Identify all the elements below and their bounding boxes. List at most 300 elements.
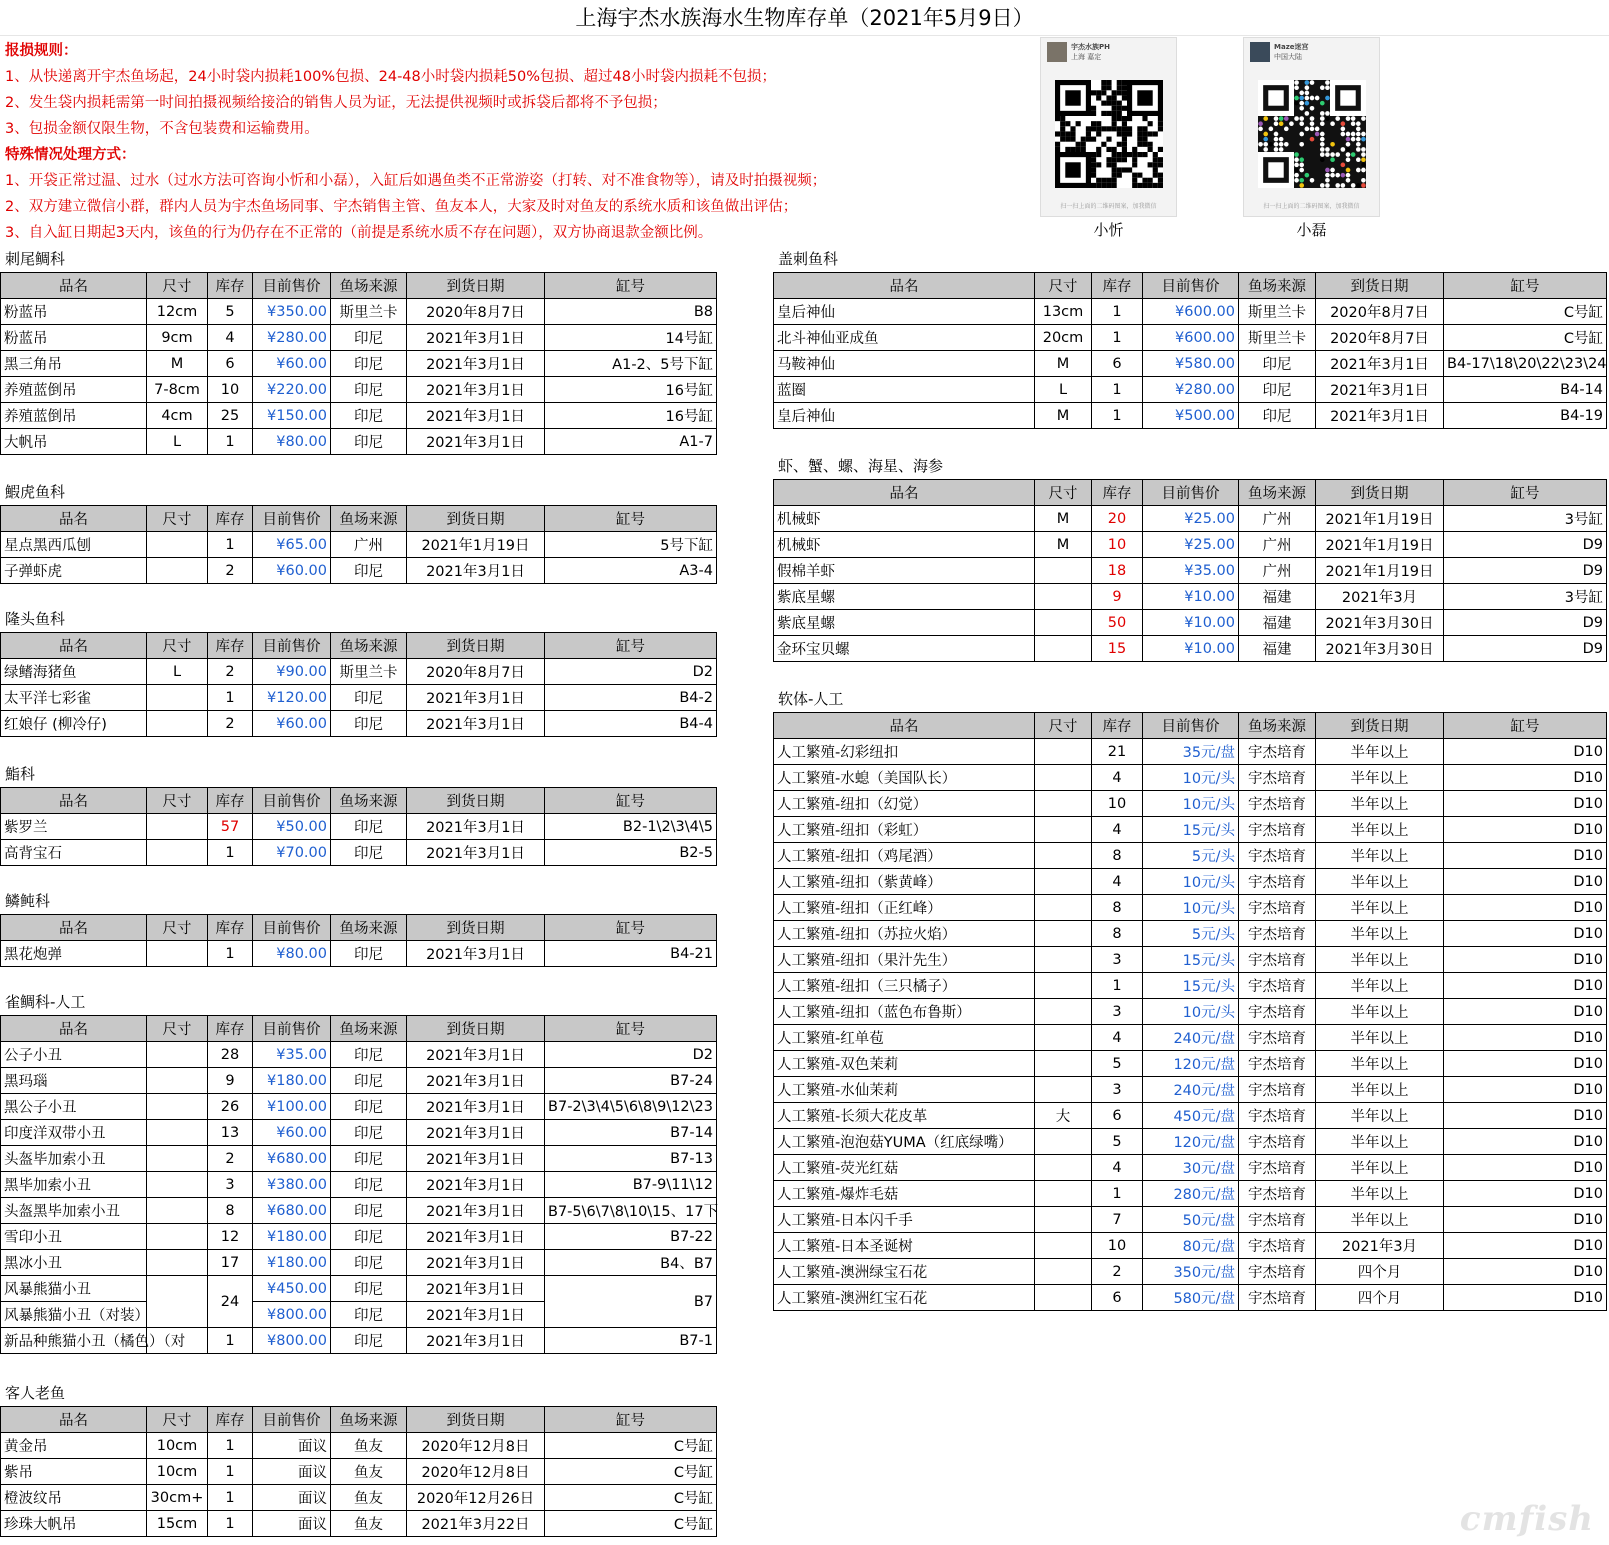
item-name: 人工繁殖-长须大花皮革	[774, 1103, 1035, 1129]
arrival-date: 2021年3月1日	[407, 1042, 545, 1068]
rules-heading: 特殊情况处理方式：	[5, 147, 136, 163]
tank-number: 16号缸	[545, 403, 717, 429]
table-row	[1, 1120, 717, 1146]
column-header: 品名	[1, 506, 147, 532]
tank-number: D10	[1444, 1259, 1607, 1285]
tank-number: B7-13	[545, 1146, 717, 1172]
category-title: 鮨科	[5, 765, 36, 783]
column-header: 鱼场来源	[1239, 713, 1316, 739]
arrival-date: 2021年3月1日	[407, 1328, 545, 1354]
item-size	[147, 814, 208, 840]
column-header: 库存	[208, 1016, 253, 1042]
column-header: 库存	[208, 506, 253, 532]
table-header	[1, 915, 717, 941]
item-name: 人工繁殖-纽扣（蓝色布鲁斯）	[774, 999, 1035, 1025]
item-name: 黄金吊	[1, 1433, 147, 1459]
item-size	[1035, 973, 1092, 999]
item-source: 印尼	[331, 1328, 407, 1354]
column-header: 品名	[1, 788, 147, 814]
column-header: 目前售价	[253, 788, 331, 814]
item-stock: 1	[1092, 403, 1143, 429]
item-source: 鱼友	[331, 1459, 407, 1485]
item-stock: 6	[1092, 1285, 1143, 1311]
item-size	[147, 711, 208, 737]
item-name: 人工繁殖-纽扣（果汁先生）	[774, 947, 1035, 973]
item-stock: 12	[208, 1224, 253, 1250]
tank-number: D10	[1444, 1129, 1607, 1155]
item-name: 雪印小丑	[1, 1224, 147, 1250]
item-price: ¥60.00	[253, 711, 331, 737]
table-row	[1, 1146, 717, 1172]
table-row	[774, 325, 1607, 351]
item-source: 印尼	[331, 1276, 407, 1302]
item-price: ¥680.00	[253, 1198, 331, 1224]
arrival-date: 半年以上	[1316, 869, 1444, 895]
item-price: ¥35.00	[253, 1042, 331, 1068]
item-price: ¥220.00	[253, 377, 331, 403]
arrival-date: 半年以上	[1316, 1155, 1444, 1181]
qr-card-xiaoxin	[1040, 37, 1177, 217]
tank-number: B7-24	[545, 1068, 717, 1094]
item-size	[1035, 1259, 1092, 1285]
arrival-date: 2020年8月7日	[407, 299, 545, 325]
rules-line: 1、开袋正常过温、过水（过水方法可咨询小忻和小磊），入缸后如遇鱼类不正常游姿（打转、对不准食物等），请及时拍摄视频；	[5, 173, 827, 189]
item-name: 黑公子小丑	[1, 1094, 147, 1120]
arrival-date: 半年以上	[1316, 1129, 1444, 1155]
item-source: 印尼	[331, 840, 407, 866]
arrival-date: 2021年3月1日	[1316, 403, 1444, 429]
item-price: ¥500.00	[1143, 403, 1239, 429]
arrival-date: 2020年12月8日	[407, 1459, 545, 1485]
column-header: 尺寸	[147, 273, 208, 299]
item-source: 宇杰培育	[1239, 1155, 1316, 1181]
item-source: 印尼	[331, 377, 407, 403]
item-size	[147, 1120, 208, 1146]
item-stock: 4	[1092, 1025, 1143, 1051]
arrival-date: 2020年12月26日	[407, 1485, 545, 1511]
column-header: 缸号	[1444, 713, 1607, 739]
arrival-date: 2021年3月1日	[407, 1068, 545, 1094]
column-header: 库存	[1092, 713, 1143, 739]
item-name: 太平洋七彩雀	[1, 685, 147, 711]
tank-number: D10	[1444, 973, 1607, 999]
column-header: 库存	[208, 633, 253, 659]
column-header: 鱼场来源	[331, 273, 407, 299]
column-header: 到货日期	[407, 273, 545, 299]
item-stock: 1	[208, 1511, 253, 1537]
left-column	[0, 246, 717, 1537]
tank-number: 3号缸	[1444, 584, 1607, 610]
column-header: 库存	[208, 273, 253, 299]
item-stock: 2	[208, 1146, 253, 1172]
table-row	[1, 1485, 717, 1511]
rules-heading: 报损规则：	[5, 43, 78, 59]
inventory-table	[0, 272, 717, 455]
tank-number: D10	[1444, 739, 1607, 765]
column-header: 鱼场来源	[331, 506, 407, 532]
item-name: 人工繁殖-纽扣（苏拉火焰）	[774, 921, 1035, 947]
arrival-date: 半年以上	[1316, 1207, 1444, 1233]
table-row	[774, 1207, 1607, 1233]
item-price: 10元/头	[1143, 999, 1239, 1025]
column-header: 鱼场来源	[331, 915, 407, 941]
item-price: ¥10.00	[1143, 636, 1239, 662]
item-name: 皇后神仙	[774, 403, 1035, 429]
item-source: 宇杰培育	[1239, 843, 1316, 869]
column-header: 目前售价	[253, 506, 331, 532]
item-price: 280元/盘	[1143, 1181, 1239, 1207]
arrival-date: 四个月	[1316, 1285, 1444, 1311]
arrival-date: 2021年3月1日	[407, 814, 545, 840]
table-row	[1, 1068, 717, 1094]
item-size: 20cm	[1035, 325, 1092, 351]
tank-number: D10	[1444, 817, 1607, 843]
table-row	[1, 941, 717, 967]
table-row	[1, 377, 717, 403]
qr-name: 宇杰水族PH	[1071, 43, 1110, 51]
item-name: 人工繁殖-日本圣诞树	[774, 1233, 1035, 1259]
item-source: 印尼	[331, 1146, 407, 1172]
item-price: 50元/盘	[1143, 1207, 1239, 1233]
table-header	[1, 1016, 717, 1042]
table-row	[774, 506, 1607, 532]
item-size	[1035, 1025, 1092, 1051]
item-stock: 4	[1092, 1155, 1143, 1181]
item-size	[147, 1172, 208, 1198]
item-price: ¥180.00	[253, 1250, 331, 1276]
item-stock: 28	[208, 1042, 253, 1068]
item-source: 印尼	[331, 711, 407, 737]
table-row	[1, 403, 717, 429]
category-section	[0, 888, 717, 989]
item-name: 风暴熊猫小丑（对装）	[1, 1302, 147, 1328]
item-name: 人工繁殖-双色茉莉	[774, 1051, 1035, 1077]
category-section	[773, 246, 1607, 453]
item-price: ¥10.00	[1143, 610, 1239, 636]
tank-number: D10	[1444, 1103, 1607, 1129]
inventory-table	[0, 1015, 717, 1354]
qr-foot: 扫一扫上面的二维码图案，加我微信	[1060, 203, 1157, 210]
tank-number: B7-22	[545, 1224, 717, 1250]
item-price: ¥800.00	[253, 1302, 331, 1328]
table-header	[774, 273, 1607, 299]
item-name: 黑花炮弹	[1, 941, 147, 967]
arrival-date: 2021年3月1日	[407, 1198, 545, 1224]
item-name: 紫底星螺	[774, 584, 1035, 610]
item-name: 马鞍神仙	[774, 351, 1035, 377]
tank-number: D9	[1444, 636, 1607, 662]
item-name: 人工繁殖-澳洲绿宝石花	[774, 1259, 1035, 1285]
item-price: ¥600.00	[1143, 299, 1239, 325]
item-size	[147, 941, 208, 967]
item-stock: 1	[1092, 377, 1143, 403]
item-size	[1035, 843, 1092, 869]
qr-caption: 小磊	[1296, 221, 1327, 239]
item-size	[1035, 1207, 1092, 1233]
column-header: 库存	[1092, 480, 1143, 506]
table-row	[1, 1198, 717, 1224]
arrival-date: 半年以上	[1316, 1025, 1444, 1051]
table-row	[774, 765, 1607, 791]
tank-number: D10	[1444, 1051, 1607, 1077]
item-price: ¥600.00	[1143, 325, 1239, 351]
tank-number: D10	[1444, 869, 1607, 895]
tank-number: 3号缸	[1444, 506, 1607, 532]
table-header	[774, 713, 1607, 739]
tank-number: B8	[545, 299, 717, 325]
arrival-date: 半年以上	[1316, 973, 1444, 999]
item-source: 宇杰培育	[1239, 895, 1316, 921]
item-size	[1035, 895, 1092, 921]
item-name: 人工繁殖-幻彩纽扣	[774, 739, 1035, 765]
item-source: 宇杰培育	[1239, 1103, 1316, 1129]
column-header: 品名	[1, 915, 147, 941]
table-row	[774, 403, 1607, 429]
item-stock: 1	[208, 1328, 253, 1354]
tank-number: D10	[1444, 843, 1607, 869]
avatar	[1250, 42, 1270, 62]
arrival-date: 2021年3月1日	[407, 325, 545, 351]
item-name: 人工繁殖-纽扣（鸡尾酒）	[774, 843, 1035, 869]
item-price: ¥60.00	[253, 351, 331, 377]
tank-number: D10	[1444, 895, 1607, 921]
tank-number: C号缸	[545, 1511, 717, 1537]
item-source: 印尼	[331, 941, 407, 967]
table-row	[774, 1285, 1607, 1311]
tank-number: B7-14	[545, 1120, 717, 1146]
column-header: 到货日期	[407, 915, 545, 941]
item-size	[1035, 869, 1092, 895]
column-header: 缸号	[545, 506, 717, 532]
item-stock: 1	[208, 1459, 253, 1485]
item-size: 4cm	[147, 403, 208, 429]
item-stock: 2	[208, 659, 253, 685]
table-row	[774, 1103, 1607, 1129]
item-size	[1035, 817, 1092, 843]
item-price: 10元/头	[1143, 791, 1239, 817]
arrival-date: 2020年8月7日	[407, 659, 545, 685]
item-price: ¥280.00	[253, 325, 331, 351]
column-header: 鱼场来源	[331, 633, 407, 659]
item-name: 新品种熊猫小丑（橘色）（对	[1, 1328, 147, 1354]
item-price: ¥50.00	[253, 814, 331, 840]
item-source: 印尼	[1239, 377, 1316, 403]
item-stock: 10	[1092, 1233, 1143, 1259]
item-source: 印尼	[331, 1042, 407, 1068]
table-header	[1, 273, 717, 299]
column-header: 库存	[208, 1407, 253, 1433]
item-size	[147, 840, 208, 866]
column-header: 到货日期	[407, 633, 545, 659]
item-stock: 1	[1092, 299, 1143, 325]
arrival-date: 2021年3月1日	[407, 1250, 545, 1276]
arrival-date: 2020年12月8日	[407, 1433, 545, 1459]
item-stock: 2	[208, 558, 253, 584]
arrival-date: 2021年3月1日	[407, 558, 545, 584]
tank-number: C号缸	[545, 1459, 717, 1485]
table-row	[1, 1511, 717, 1537]
category-title: 鳞鲀科	[5, 892, 51, 910]
table-row	[774, 791, 1607, 817]
column-header: 缸号	[545, 915, 717, 941]
item-source: 广州	[1239, 558, 1316, 584]
item-stock: 8	[208, 1198, 253, 1224]
item-stock: 4	[208, 325, 253, 351]
item-size	[147, 685, 208, 711]
column-header: 尺寸	[147, 1407, 208, 1433]
table-row	[1, 299, 717, 325]
arrival-date: 2021年3月1日	[407, 403, 545, 429]
column-header: 鱼场来源	[1239, 480, 1316, 506]
tank-number: B7-9\11\12	[545, 1172, 717, 1198]
table-row	[774, 895, 1607, 921]
item-size	[1035, 791, 1092, 817]
column-header: 品名	[1, 1407, 147, 1433]
item-size	[147, 558, 208, 584]
table-row	[774, 1129, 1607, 1155]
tank-number: D10	[1444, 1181, 1607, 1207]
item-name: 绿鳍海猪鱼	[1, 659, 147, 685]
table-row	[1, 429, 717, 455]
category-section	[0, 989, 717, 1380]
arrival-date: 2021年3月1日	[1316, 351, 1444, 377]
item-source: 广州	[1239, 506, 1316, 532]
table-row	[774, 1233, 1607, 1259]
item-size: 10cm	[147, 1433, 208, 1459]
item-stock: 7	[1092, 1207, 1143, 1233]
item-price: 10元/头	[1143, 765, 1239, 791]
item-price: 240元/盘	[1143, 1025, 1239, 1051]
category-title: 客人老鱼	[5, 1384, 66, 1402]
table-row	[774, 843, 1607, 869]
table-row	[774, 947, 1607, 973]
arrival-date: 2021年3月1日	[407, 377, 545, 403]
item-size	[1035, 1051, 1092, 1077]
column-header: 品名	[1, 1016, 147, 1042]
arrival-date: 2021年1月19日	[1316, 558, 1444, 584]
tank-number: 5号下缸	[545, 532, 717, 558]
item-stock: 3	[1092, 947, 1143, 973]
arrival-date: 半年以上	[1316, 947, 1444, 973]
item-source: 宇杰培育	[1239, 1233, 1316, 1259]
item-name: 人工繁殖-泡泡菇YUMA（红底绿嘴）	[774, 1129, 1035, 1155]
qr-caption: 小忻	[1093, 221, 1124, 239]
item-stock: 8	[1092, 895, 1143, 921]
item-name: 黑冰小丑	[1, 1250, 147, 1276]
tank-number: C号缸	[1444, 325, 1607, 351]
tank-number: B4-19	[1444, 403, 1607, 429]
arrival-date: 2021年3月22日	[407, 1511, 545, 1537]
item-size: 12cm	[147, 299, 208, 325]
item-size: M	[1035, 403, 1092, 429]
item-name: 人工繁殖-荧光红菇	[774, 1155, 1035, 1181]
column-header: 目前售价	[1143, 480, 1239, 506]
item-size: 13cm	[1035, 299, 1092, 325]
item-size	[1035, 636, 1092, 662]
item-source: 福建	[1239, 610, 1316, 636]
item-price: 面议	[253, 1485, 331, 1511]
item-stock: 57	[208, 814, 253, 840]
tank-number: B7-2\3\4\5\6\8\9\12\23	[545, 1094, 717, 1120]
item-size: L	[147, 429, 208, 455]
tank-number: D10	[1444, 1285, 1607, 1311]
column-header: 缸号	[545, 788, 717, 814]
item-price: ¥25.00	[1143, 532, 1239, 558]
arrival-date: 四个月	[1316, 1259, 1444, 1285]
table-row	[1, 1459, 717, 1485]
arrival-date: 半年以上	[1316, 765, 1444, 791]
item-source: 宇杰培育	[1239, 739, 1316, 765]
item-name: 养殖蓝倒吊	[1, 377, 147, 403]
item-stock: 8	[1092, 921, 1143, 947]
item-size	[147, 532, 208, 558]
item-price: 10元/头	[1143, 869, 1239, 895]
arrival-date: 2021年3月30日	[1316, 610, 1444, 636]
item-source: 印尼	[331, 325, 407, 351]
arrival-date: 半年以上	[1316, 817, 1444, 843]
column-header: 尺寸	[147, 506, 208, 532]
item-stock: 17	[208, 1250, 253, 1276]
item-source: 宇杰培育	[1239, 921, 1316, 947]
page-title: 上海宇杰水族海水生物库存单（2021年5月9日）	[0, 0, 1609, 36]
item-stock: 3	[1092, 999, 1143, 1025]
item-name: 金环宝贝螺	[774, 636, 1035, 662]
item-size	[147, 1094, 208, 1120]
item-stock: 20	[1092, 506, 1143, 532]
item-source: 印尼	[331, 403, 407, 429]
item-stock: 15	[1092, 636, 1143, 662]
category-title: 软体-人工	[778, 690, 844, 708]
item-size	[1035, 1233, 1092, 1259]
column-header: 库存	[208, 915, 253, 941]
item-source: 宇杰培育	[1239, 1025, 1316, 1051]
tank-number: D9	[1444, 558, 1607, 584]
arrival-date: 半年以上	[1316, 1181, 1444, 1207]
table-row	[1, 659, 717, 685]
item-source: 印尼	[1239, 351, 1316, 377]
rules-line: 3、包损金额仅限生物，不含包装费和运输费用。	[5, 121, 319, 137]
tank-number: A3-4	[545, 558, 717, 584]
category-title: 雀鲷科-人工	[5, 993, 86, 1011]
table-row	[1, 1094, 717, 1120]
column-header: 库存	[208, 788, 253, 814]
column-header: 目前售价	[253, 273, 331, 299]
rules-line: 3、自入缸日期起3天内，该鱼的行为仍存在不正常的（前提是系统水质不存在问题），双方协商退款金额比例。	[5, 225, 713, 241]
table-header	[1, 506, 717, 532]
category-section	[0, 761, 717, 888]
item-name: 公子小丑	[1, 1042, 147, 1068]
item-source: 福建	[1239, 584, 1316, 610]
tank-number: D10	[1444, 765, 1607, 791]
column-header: 尺寸	[1035, 273, 1092, 299]
item-name: 珍珠大帆吊	[1, 1511, 147, 1537]
item-source: 印尼	[331, 1224, 407, 1250]
table-row	[1, 1042, 717, 1068]
table-row	[774, 299, 1607, 325]
item-price: ¥100.00	[253, 1094, 331, 1120]
arrival-date: 2021年1月19日	[407, 532, 545, 558]
arrival-date: 2021年3月1日	[407, 1172, 545, 1198]
item-stock: 3	[1092, 1077, 1143, 1103]
column-header: 目前售价	[253, 1016, 331, 1042]
item-stock: 1	[208, 685, 253, 711]
arrival-date: 半年以上	[1316, 921, 1444, 947]
item-stock: 1	[208, 941, 253, 967]
tank-number: D10	[1444, 921, 1607, 947]
item-name: 人工繁殖-水螅（美国队长）	[774, 765, 1035, 791]
table-header	[1, 788, 717, 814]
tank-number: C号缸	[545, 1485, 717, 1511]
